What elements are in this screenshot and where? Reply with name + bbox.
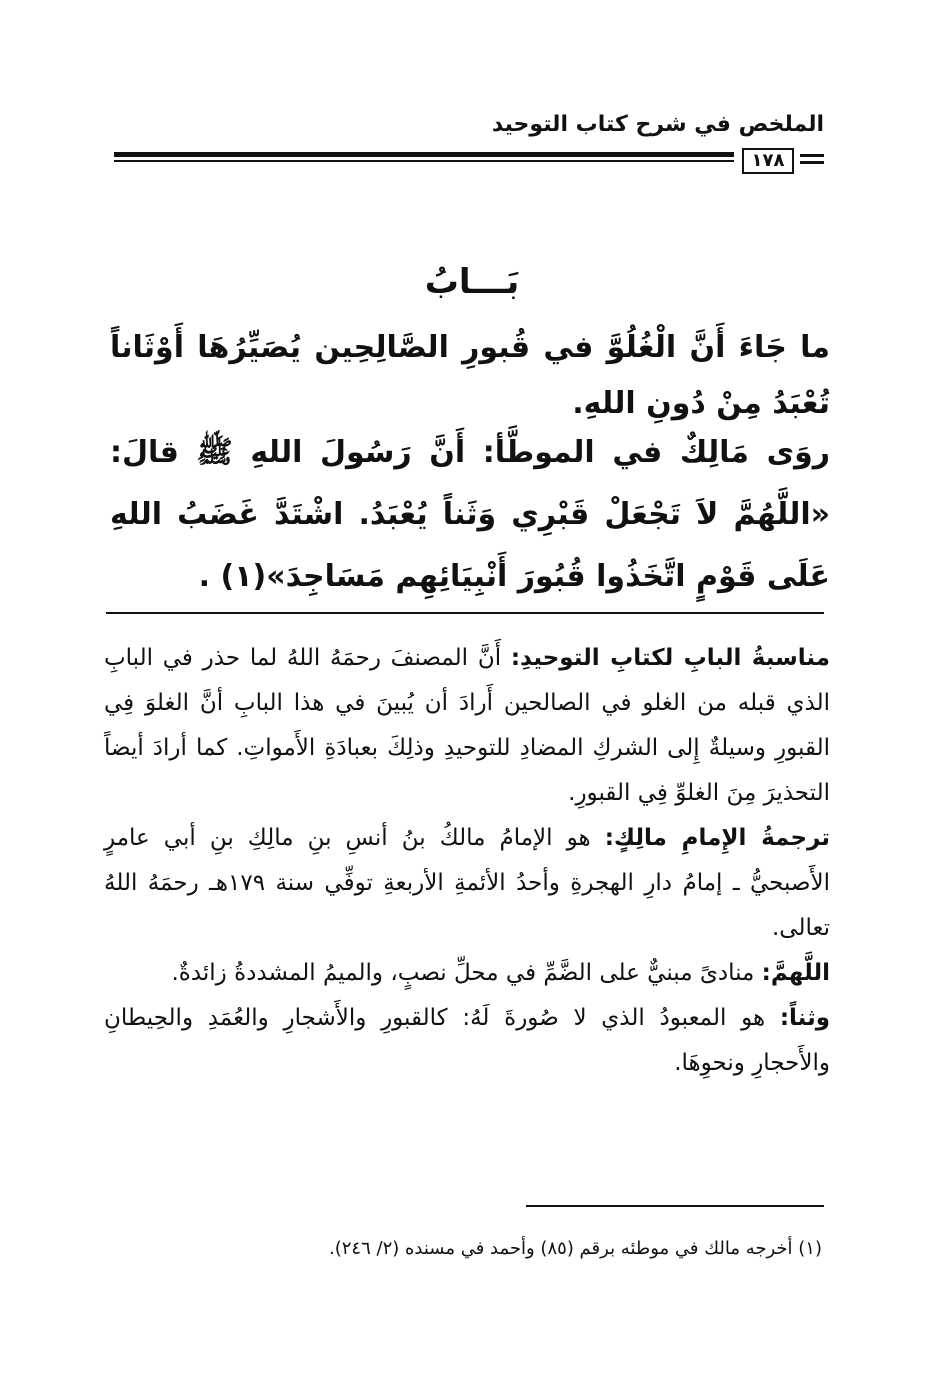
header-rule-thin [114,160,734,162]
commentary-paragraph [104,996,830,1086]
commentary-text: هو المعبودُ الذي لا صُورةَ لَهُ: كالقبورِ والأَشجارِ والعُمَدِ والحِيطانِ والأَحجارِ ونحوِهَا. [104,1005,830,1076]
commentary-paragraph [104,816,830,951]
commentary-text: منادىً مبنيٌّ على الضَّمِّ في محلِّ نصبٍ، والميمُ المشددةُ زائدةٌ. [171,960,762,986]
header-rule-right-bottom [800,161,824,164]
commentary-text: هو الإمامُ مالكُ بنُ أنسِ بنِ مالِكِ بنِ أبي عامرٍ الأَصبحيُّ ـ إمامُ دارِ الهجرةِ وأحدُ الأئمةِ الأربعةِ توفِّي سنة ١٧٩هـ رحمَهُ اللهُ تعالى. [104,825,830,941]
commentary-paragraph [104,636,830,816]
commentary-term: ترجمةُ الإِمامِ مالِكٍ: [604,825,830,851]
commentary-term: اللَّهمَّ: [761,960,830,986]
header-rule-right-top [800,154,824,157]
commentary [104,636,830,1086]
chapter-label: بَـــابُ [424,262,520,302]
running-header [0,112,944,142]
footnote-divider [526,1205,824,1207]
commentary-text: أَنَّ المصنفَ رحمَهُ اللهُ لما حذر في البابِ الذي قبله من الغلو في الصالحين أَرادَ أن يُبينَ في هذا البابِ أنَّ الغلوَ فِي القبورِ وسيلةٌ إِلى الشركِ المضادِ للتوحيدِ وذلِكَ بعبادَةِ الأَمواتِ. كما أرادَ أيضاً التحذيرَ مِنَ الغلوِّ فِي القبورِ. [104,645,830,806]
footnote: (١) أخرجه مالك في موطئه برقم (٨٥) وأحمد في مسنده (٢/ ٢٤٦). [329,1238,822,1259]
commentary-term: مناسبةُ البابِ لكتابِ التوحيدِ: [510,645,831,671]
section-divider [106,612,824,614]
commentary-paragraph [104,951,830,996]
book-title: الملخص في شرح كتاب التوحيد [491,112,824,137]
page-number: ١٧٨ [742,148,794,174]
header-rule [0,148,944,171]
chapter-title: ما جَاءَ أَنَّ الْغُلُوَّ في قُبورِ الصَّالِحِين يُصَيِّرُهَا أَوْثَاناً تُعْبَدُ مِنْ دُونِ اللهِ. [110,330,830,421]
header-rule-thick [114,152,734,157]
hadith-text: روَى مَالِكٌ في الموطَّأ: أَنَّ رَسُولَ اللهِ ﷺ قالَ: «اللَّهُمَّ لاَ تَجْعَلْ قَبْرِي وَثَناً يُعْبَدُ. اشْتَدَّ غَضَبُ اللهِ عَلَى قَوْمٍ اتَّخَذُوا قُبُورَ أَنْبِيَائِهِم مَسَاجِدَ»(١) . [110,435,830,594]
commentary-term: وثناً: [779,1005,830,1031]
